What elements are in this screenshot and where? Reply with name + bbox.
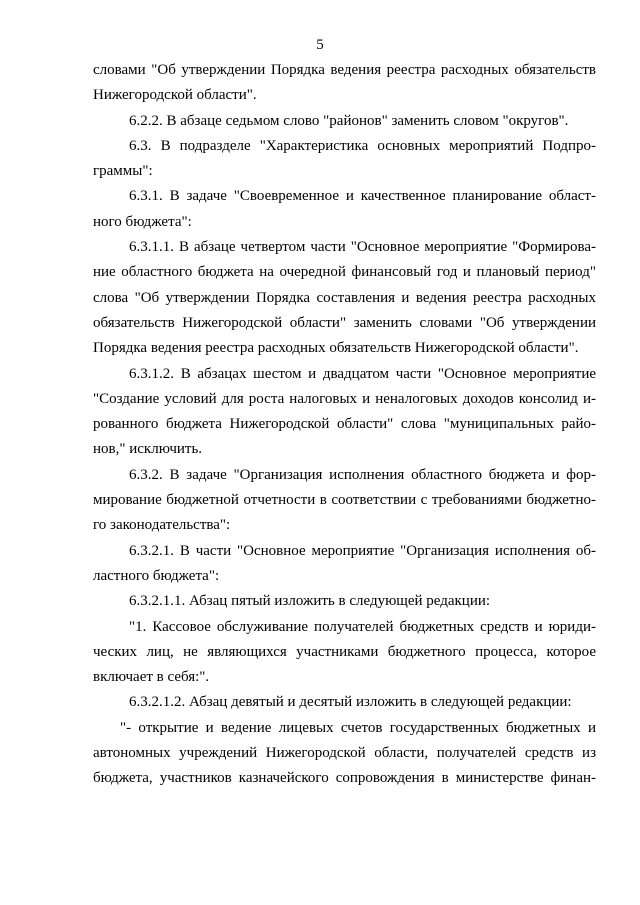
- text-line: го законодательства":: [93, 517, 231, 534]
- text-line: обязательств Нижегородской области" заменить словами "Об утверждении: [93, 314, 596, 331]
- text-line: "Создание условий для роста налоговых и неналоговых доходов консолид и-: [93, 390, 596, 407]
- text-line: 6.3.1.1. В абзаце четвертом части "Основное мероприятие "Формирова-: [129, 239, 596, 256]
- text-line: нов," исключить.: [93, 441, 203, 458]
- text-line: слова "Об утверждении Порядка составления и ведения реестра расходных: [93, 289, 596, 306]
- document-body: [93, 58, 596, 792]
- text-line: мирование бюджетной отчетности в соответствии с требованиями бюджетно-: [93, 492, 596, 509]
- text-line: 6.2.2. В абзаце седьмом слово "районов" заменить словом "округов".: [129, 112, 569, 129]
- text-line: 6.3.2.1. В части "Основное мероприятие "Организация исполнения об-: [129, 542, 596, 559]
- text-line: 6.3.2.1.2. Абзац девятый и десятый изложить в следующей редакции:: [129, 694, 572, 711]
- text-line: 6.3.1.2. В абзацах шестом и двадцатом части "Основное мероприятие: [129, 365, 596, 382]
- text-line: включает в себя:".: [93, 669, 210, 686]
- text-line: ние областного бюджета на очередной финансовый год и плановый период": [93, 264, 596, 281]
- text-line: граммы":: [93, 163, 153, 180]
- text-line: автономных учреждений Нижегородской области, получателей средств из: [93, 745, 596, 762]
- text-line: "1. Кассовое обслуживание получателей бюджетных средств и юриди-: [129, 618, 596, 635]
- text-line: 6.3. В подразделе "Характеристика основных мероприятий Подпро-: [129, 137, 596, 154]
- text-line: 6.3.2. В задаче "Организация исполнения областного бюджета и фор-: [129, 466, 596, 483]
- text-line: Порядка ведения реестра расходных обязательств Нижегородской области".: [93, 340, 579, 357]
- page-number: 5: [316, 37, 324, 53]
- text-line: рованного бюджета Нижегородской области" слова "муниципальных райо-: [93, 416, 596, 433]
- text-line: ного бюджета":: [93, 213, 192, 230]
- text-line: 6.3.1. В задаче "Своевременное и качественное планирование област-: [129, 188, 596, 205]
- text-line: словами "Об утверждении Порядка ведения реестра расходных обязательств: [93, 62, 596, 78]
- text-line: ческих лиц, не являющихся участниками бюджетного процесса, которое: [93, 643, 596, 660]
- text-line: ластного бюджета":: [93, 567, 220, 584]
- text-line: Нижегородской области".: [93, 87, 257, 104]
- text-line: 6.3.2.1.1. Абзац пятый изложить в следующей редакции:: [129, 593, 491, 610]
- text-line: бюджета, участников казначейского сопровождения в министерстве финан-: [93, 770, 596, 787]
- text-line: "- открытие и ведение лицевых счетов государственных бюджетных и: [120, 719, 596, 736]
